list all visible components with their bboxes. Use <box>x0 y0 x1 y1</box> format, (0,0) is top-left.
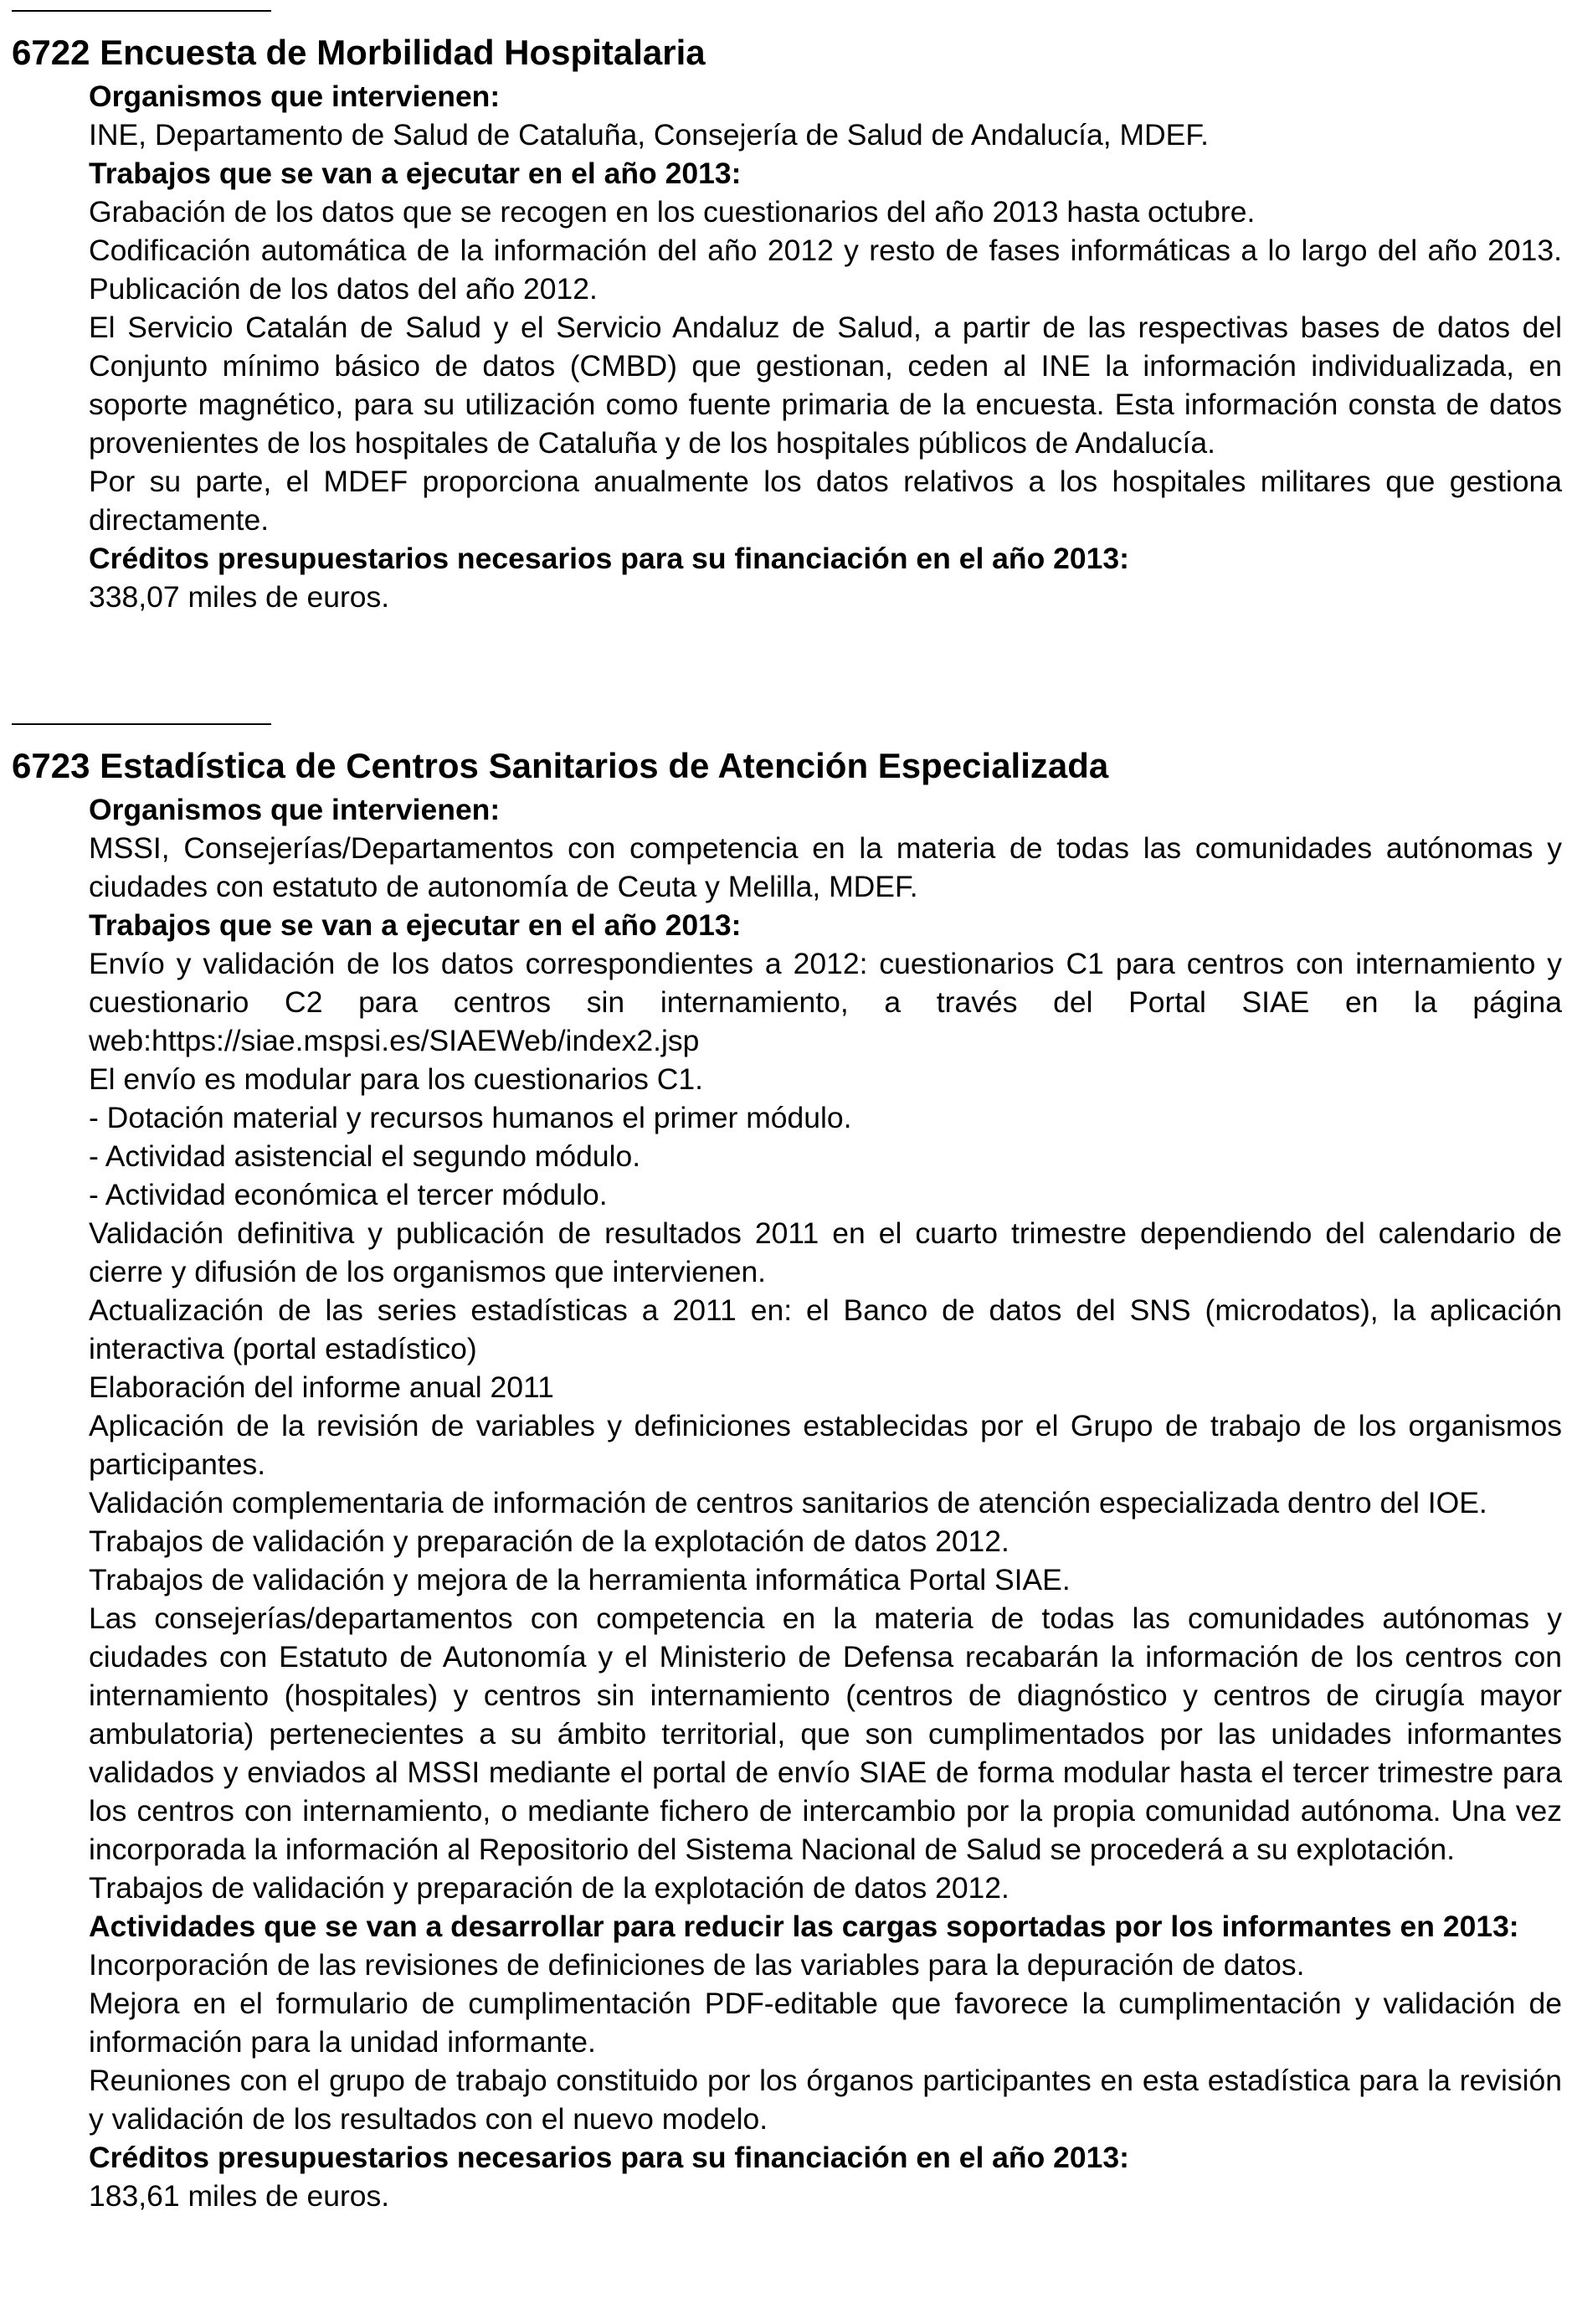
organismos-text: MSSI, Consejerías/Departamentos con competencia en la materia de todas las comunidades autónomas y ciudades con estatuto de autonomía de Ceuta y Melilla, MDEF. <box>89 831 1562 903</box>
actividades-heading: Actividades que se van a desarrollar para reducir las cargas soportadas por los informantes en 2013: <box>89 1910 1519 1943</box>
creditos-heading: Créditos presupuestarios necesarios para su financiación en el año 2013: <box>89 542 1129 575</box>
section-title: 6722 Encuesta de Morbilidad Hospitalaria <box>12 33 706 72</box>
trabajos-paragraph: El envío es modular para los cuestionarios C1. <box>89 1062 704 1096</box>
organismos-heading: Organismos que intervienen: <box>89 80 501 113</box>
section-6723 <box>12 713 1565 2215</box>
trabajos-paragraph: Validación complementaria de información de centros sanitarios de atención especializada dentro del IOE. <box>89 1486 1487 1519</box>
section-6722 <box>12 0 1565 616</box>
trabajos-paragraph: Elaboración del informe anual 2011 <box>89 1370 554 1404</box>
section-divider <box>12 723 271 725</box>
section-divider <box>12 10 271 12</box>
trabajos-paragraph: Las consejerías/departamentos con competencia en la materia de todas las comunidades autónomas y ciudades con Estatuto de Autonomía y el Ministerio de Defensa recabarán la información de los centros con internamiento (hospitales) y centros sin internamiento (centros de diagnóstico y centros de cirugía mayor ambulatoria) pertenecientes a su ámbito territorial, que son cumplimentados por las unidades informantes validados y enviados al MSSI mediante el portal de envío SIAE de forma modular hasta el tercer trimestre para los centros con internamiento, o mediante fichero de intercambio por la propia comunidad autónoma. Una vez incorporada la información al Repositorio del Sistema Nacional de Salud se procederá a su explotación. <box>89 1602 1562 1866</box>
section-body <box>89 790 1562 2215</box>
creditos-heading: Créditos presupuestarios necesarios para su financiación en el año 2013: <box>89 2141 1129 2174</box>
trabajos-paragraph: Aplicación de la revisión de variables y definiciones establecidas por el Grupo de trabajo de los organismos participantes. <box>89 1409 1562 1481</box>
actividades-paragraph: Mejora en el formulario de cumplimentación PDF-editable que favorece la cumplimentación y validación de información para la unidad informante. <box>89 1987 1562 2059</box>
trabajos-paragraph: Grabación de los datos que se recogen en los cuestionarios del año 2013 hasta octubre. <box>89 195 1256 229</box>
trabajos-paragraph: Actualización de las series estadísticas a 2011 en: el Banco de datos del SNS (microdatos), la aplicación interactiva (portal estadístico) <box>89 1293 1562 1365</box>
trabajos-paragraph: Trabajos de validación y mejora de la herramienta informática Portal SIAE. <box>89 1563 1071 1596</box>
trabajos-list-item: - Actividad económica el tercer módulo. <box>89 1178 608 1211</box>
trabajos-list-item: - Actividad asistencial el segundo módulo. <box>89 1139 641 1173</box>
creditos-text: 338,07 miles de euros. <box>89 580 390 614</box>
trabajos-heading: Trabajos que se van a ejecutar en el año 2013: <box>89 908 742 942</box>
actividades-paragraph: Incorporación de las revisiones de definiciones de las variables para la depuración de datos. <box>89 1948 1305 1982</box>
trabajos-paragraph: Trabajos de validación y preparación de la explotación de datos 2012. <box>89 1871 1009 1905</box>
trabajos-paragraph: Trabajos de validación y preparación de la explotación de datos 2012. <box>89 1524 1009 1558</box>
trabajos-paragraph: Codificación automática de la información del año 2012 y resto de fases informáticas a lo largo del año 2013. Publicación de los datos del año 2012. <box>89 234 1562 306</box>
trabajos-list-item: - Dotación material y recursos humanos el primer módulo. <box>89 1101 852 1134</box>
organismos-text: INE, Departamento de Salud de Cataluña, Consejería de Salud de Andalucía, MDEF. <box>89 118 1209 152</box>
trabajos-paragraph: El Servicio Catalán de Salud y el Servicio Andaluz de Salud, a partir de las respectivas bases de datos del Conjunto mínimo básico de datos (CMBD) que gestionan, ceden al INE la información individualizada, en soporte magnético, para su utilización como fuente primaria de la encuesta. Esta información consta de datos provenientes de los hospitales de Cataluña y de los hospitales públicos de Andalucía. <box>89 311 1562 460</box>
section-title: 6723 Estadística de Centros Sanitarios de Atención Especializada <box>12 746 1109 785</box>
actividades-paragraph: Reuniones con el grupo de trabajo constituido por los órganos participantes en esta estadística para la revisión y validación de los resultados con el nuevo modelo. <box>89 2064 1562 2136</box>
trabajos-paragraph: Envío y validación de los datos correspondientes a 2012: cuestionarios C1 para centros con internamiento y cuestionario C2 para centros sin internamiento, a través del Portal SIAE en la página web:https://siae.mspsi.es/SIAEWeb/index2.jsp <box>89 947 1562 1057</box>
trabajos-paragraph: Validación definitiva y publicación de resultados 2011 en el cuarto trimestre dependiendo del calendario de cierre y difusión de los organismos que intervienen. <box>89 1216 1562 1288</box>
section-body <box>89 77 1562 616</box>
trabajos-heading: Trabajos que se van a ejecutar en el año 2013: <box>89 157 742 190</box>
trabajos-paragraph: Por su parte, el MDEF proporciona anualmente los datos relativos a los hospitales militares que gestiona directamente. <box>89 465 1562 537</box>
creditos-text: 183,61 miles de euros. <box>89 2179 390 2213</box>
organismos-heading: Organismos que intervienen: <box>89 793 501 826</box>
